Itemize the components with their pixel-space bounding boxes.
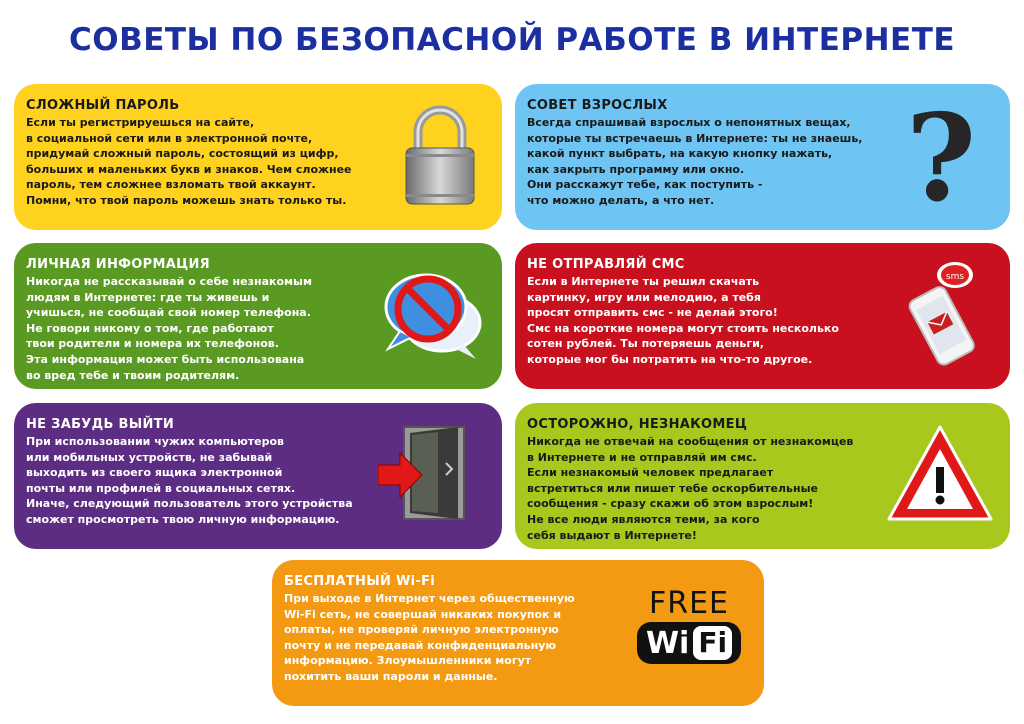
card-stranger-danger — [515, 403, 1010, 549]
card-no-sms — [515, 243, 1010, 389]
card-free-wifi — [272, 560, 764, 706]
wifi-free-label: FREE — [648, 586, 729, 621]
card-log-out — [14, 403, 502, 549]
padlock-icon — [400, 102, 480, 212]
wifi-wi-label: Wi — [645, 625, 690, 661]
card-text: Если ты регистрируешься на сайте, в социальной сети или в электронной почте, придумай сложный пароль, состоящий из цифр, больших и маленьких букв и знаков. Чем сложнее пароль, тем сложнее взломать твой аккаунт. Помни, что твой пароль можешь знать только ты. — [26, 116, 352, 207]
card-text: При выходе в Интернет через общественную Wi-Fi сеть, не совершай никаких покупок и оплаты, не проверяй личную электронную почту и не передавай конфиденциальную информацию. Злоумышленники могут похитить ваши пароли и данные. — [284, 592, 575, 683]
page-title: СОВЕТЫ ПО БЕЗОПАСНОЙ РАБОТЕ В ИНТЕРНЕТЕ — [68, 22, 956, 58]
svg-text:?: ? — [905, 100, 977, 212]
card-heading: НЕ ОТПРАВЛЯЙ СМС — [527, 257, 685, 272]
exit-door-icon — [378, 423, 478, 523]
card-heading: ЛИЧНАЯ ИНФОРМАЦИЯ — [26, 257, 210, 272]
card-text: Никогда не отвечай на сообщения от незнакомцев в Интернете и не отправляй им смс. Если незнакомый человек предлагает встретиться или пишет тебе оскорбительные сообщения - сразу скажи об этом взрослым! Не все люди являются теми, за кого себя выдают в Интернете! — [527, 435, 854, 542]
card-heading: СЛОЖНЫЙ ПАРОЛЬ — [26, 98, 180, 113]
warning-triangle-icon — [885, 423, 995, 523]
card-strong-password — [14, 84, 502, 230]
free-wifi-icon — [634, 588, 744, 678]
card-text: Если в Интернете ты решил скачать картинку, игру или мелодию, а тебя просят отправить смс - не делай этого! Смс на короткие номера могут стоить несколько сотен рублей. Ты потеряешь деньги, которые мог бы потратить на что-то другое. — [527, 275, 839, 366]
question-mark-icon — [903, 100, 979, 212]
sms-phone-icon — [903, 255, 983, 367]
card-adult-advice — [515, 84, 1010, 230]
no-chat-icon — [380, 265, 490, 365]
sms-badge: sms — [945, 272, 965, 282]
card-personal-info — [14, 243, 502, 389]
wifi-fi-label: Fi — [693, 626, 732, 660]
wifi-badge — [637, 622, 741, 664]
card-heading: БЕСПЛАТНЫЙ Wi-Fi — [284, 574, 436, 589]
card-heading: ОСТОРОЖНО, НЕЗНАКОМЕЦ — [527, 417, 748, 432]
card-heading: СОВЕТ ВЗРОСЛЫХ — [527, 98, 668, 113]
card-heading: НЕ ЗАБУДЬ ВЫЙТИ — [26, 417, 175, 432]
card-text: Всегда спрашивай взрослых о непонятных вещах, которые ты встречаешь в Интернете: ты не знаешь, какой пункт выбрать, на какую кнопку нажать, как закрыть программу или окно. Они расскажут тебе, как поступить - что можно делать, а что нет. — [527, 116, 863, 207]
card-text: При использовании чужих компьютеров или мобильных устройств, не забывай выходить из своего ящика электронной почты или профилей в социальных сетях. Иначе, следующий пользователь этого устройства сможет просмотреть твою личную информацию. — [26, 435, 353, 526]
card-text: Никогда не рассказывай о себе незнакомым людям в Интернете: где ты живешь и учишься, не сообщай свой номер телефона. Не говори никому о том, где работают твои родители и номера их телефонов. Эта информация может быть использована во вред тебе и твоим родителям. — [26, 275, 312, 382]
